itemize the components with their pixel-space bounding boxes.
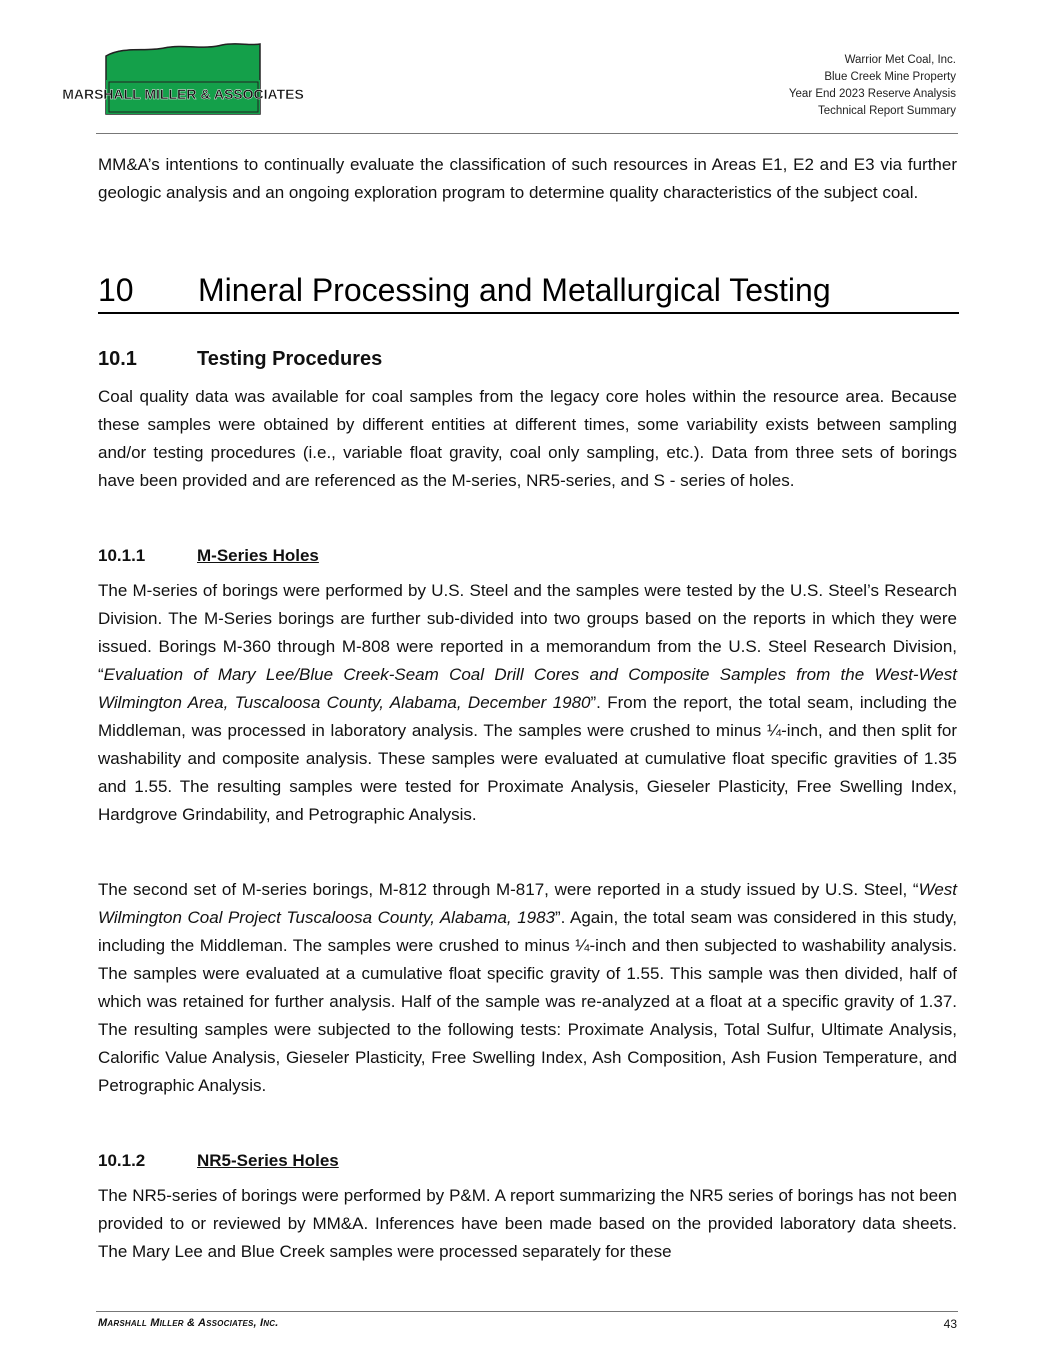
intro-paragraph: MM&A’s intentions to continually evaluate the classification of such resources in Areas E1, E2 and E3 via further geologic analysis and an ongoing exploration program to determine quality characteristics of the subject coal. — [98, 155, 957, 202]
section-10-title: Mineral Processing and Metallurgical Testing — [198, 272, 831, 308]
section-10-heading — [98, 268, 959, 314]
header-company: Warrior Met Coal, Inc. — [844, 54, 956, 66]
section-10-1-1-paragraph-2: The second set of M-series borings, M-812 through M-817, were reported in a study issued by U.S. Steel, “West Wilmington Coal Project Tuscaloosa County, Alabama, 1983”. Again, the total seam was considered in this study, including the Middleman. The samples were crushed to minus ¼-inch and then subjected to washability analysis. The samples were evaluated at a cumulative float specific gravity of 1.55. This sample was then divided, half of which was retained for further analysis. Half of the sample was re-analyzed at a float at a specific gravity of 1.37. The resulting samples were subjected to the following tests: Proximate Analysis, Total Sulfur, Ultimate Analysis, Calorific Value Analysis, Gieseler Plasticity, Free Swelling Index, Ash Composition, Ash Fusion Temperature, and Petrographic Analysis. — [98, 880, 957, 1095]
section-10-1-paragraph: Coal quality data was available for coal samples from the legacy core holes within the resource area. Because these samples were obtained by different entities at different times, some variability exists between sampling and/or testing procedures (i.e., variable float gravity, coal only sampling, etc.). Data from three sets of borings have been provided and are referenced as the M-series, NR5-series, and S - series of holes. — [98, 387, 957, 490]
company-logo — [62, 42, 304, 116]
header-divider — [96, 133, 958, 134]
report-title-1980: Evaluation of Mary Lee/Blue Creek-Seam Coal Drill Cores and Composite Samples from the West-West Wilmington Area, Tuscaloosa County, Alabama, December 1980 — [98, 665, 957, 712]
footer-company: Marshall Miller & Associates, Inc. — [98, 1317, 279, 1329]
footer-divider — [96, 1311, 958, 1312]
header-info — [789, 52, 956, 120]
section-10-1-number: 10.1 — [98, 348, 137, 370]
header-property: Blue Creek Mine Property — [824, 71, 956, 83]
section-10-1-2-number: 10.1.2 — [98, 1151, 146, 1170]
section-10-1-2-heading — [98, 1148, 339, 1174]
section-10-1-1-heading — [98, 543, 319, 569]
section-10-1-1-number: 10.1.1 — [98, 546, 146, 565]
section-10-1-title: Testing Procedures — [197, 348, 383, 370]
logo-text: MARSHALL MILLER & ASSOCIATES — [62, 86, 304, 102]
section-10-1-1-paragraph-1: The M-series of borings were performed by U.S. Steel and the samples were tested by the U.S. Steel’s Research Division. The M-Series borings are further sub-divided into two groups based on the reports in which they were issued. Borings M-360 through M-808 were reported in a memorandum from the U.S. Steel Research Division, “Evaluation of Mary Lee/Blue Creek-Seam Coal Drill Cores and Composite Samples from the West-West Wilmington Area, Tuscaloosa County, Alabama, December 1980”. From the report, the total seam, including the Middleman, was processed in laboratory analysis. The samples were crushed to minus ¼-inch, and then split for washability and composite analysis. These samples were evaluated at cumulative float specific gravities of 1.35 and 1.55. The resulting samples were tested for Proximate Analysis, Gieseler Plasticity, Free Swelling Index, Hardgrove Grindability, and Petrographic Analysis. — [98, 581, 957, 824]
section-10-1-2-title: NR5-Series Holes — [197, 1151, 339, 1170]
header-report: Technical Report Summary — [817, 105, 956, 117]
page-number: 43 — [943, 1317, 957, 1331]
header-analysis: Year End 2023 Reserve Analysis — [788, 88, 956, 100]
section-10-1-heading — [98, 344, 382, 374]
report-title-1983: West Wilmington Coal Project Tuscaloosa County, Alabama, 1983 — [98, 880, 957, 927]
section-10-number: 10 — [98, 272, 134, 308]
section-10-1-2-paragraph: The NR5-series of borings were performed by P&M. A report summarizing the NR5 series of borings has not been provided to or reviewed by MM&A. Inferences have been made based on the provided laboratory data sheets. The Mary Lee and Blue Creek samples were processed separately for these — [98, 1186, 957, 1261]
section-10-1-1-title: M-Series Holes — [197, 546, 319, 565]
